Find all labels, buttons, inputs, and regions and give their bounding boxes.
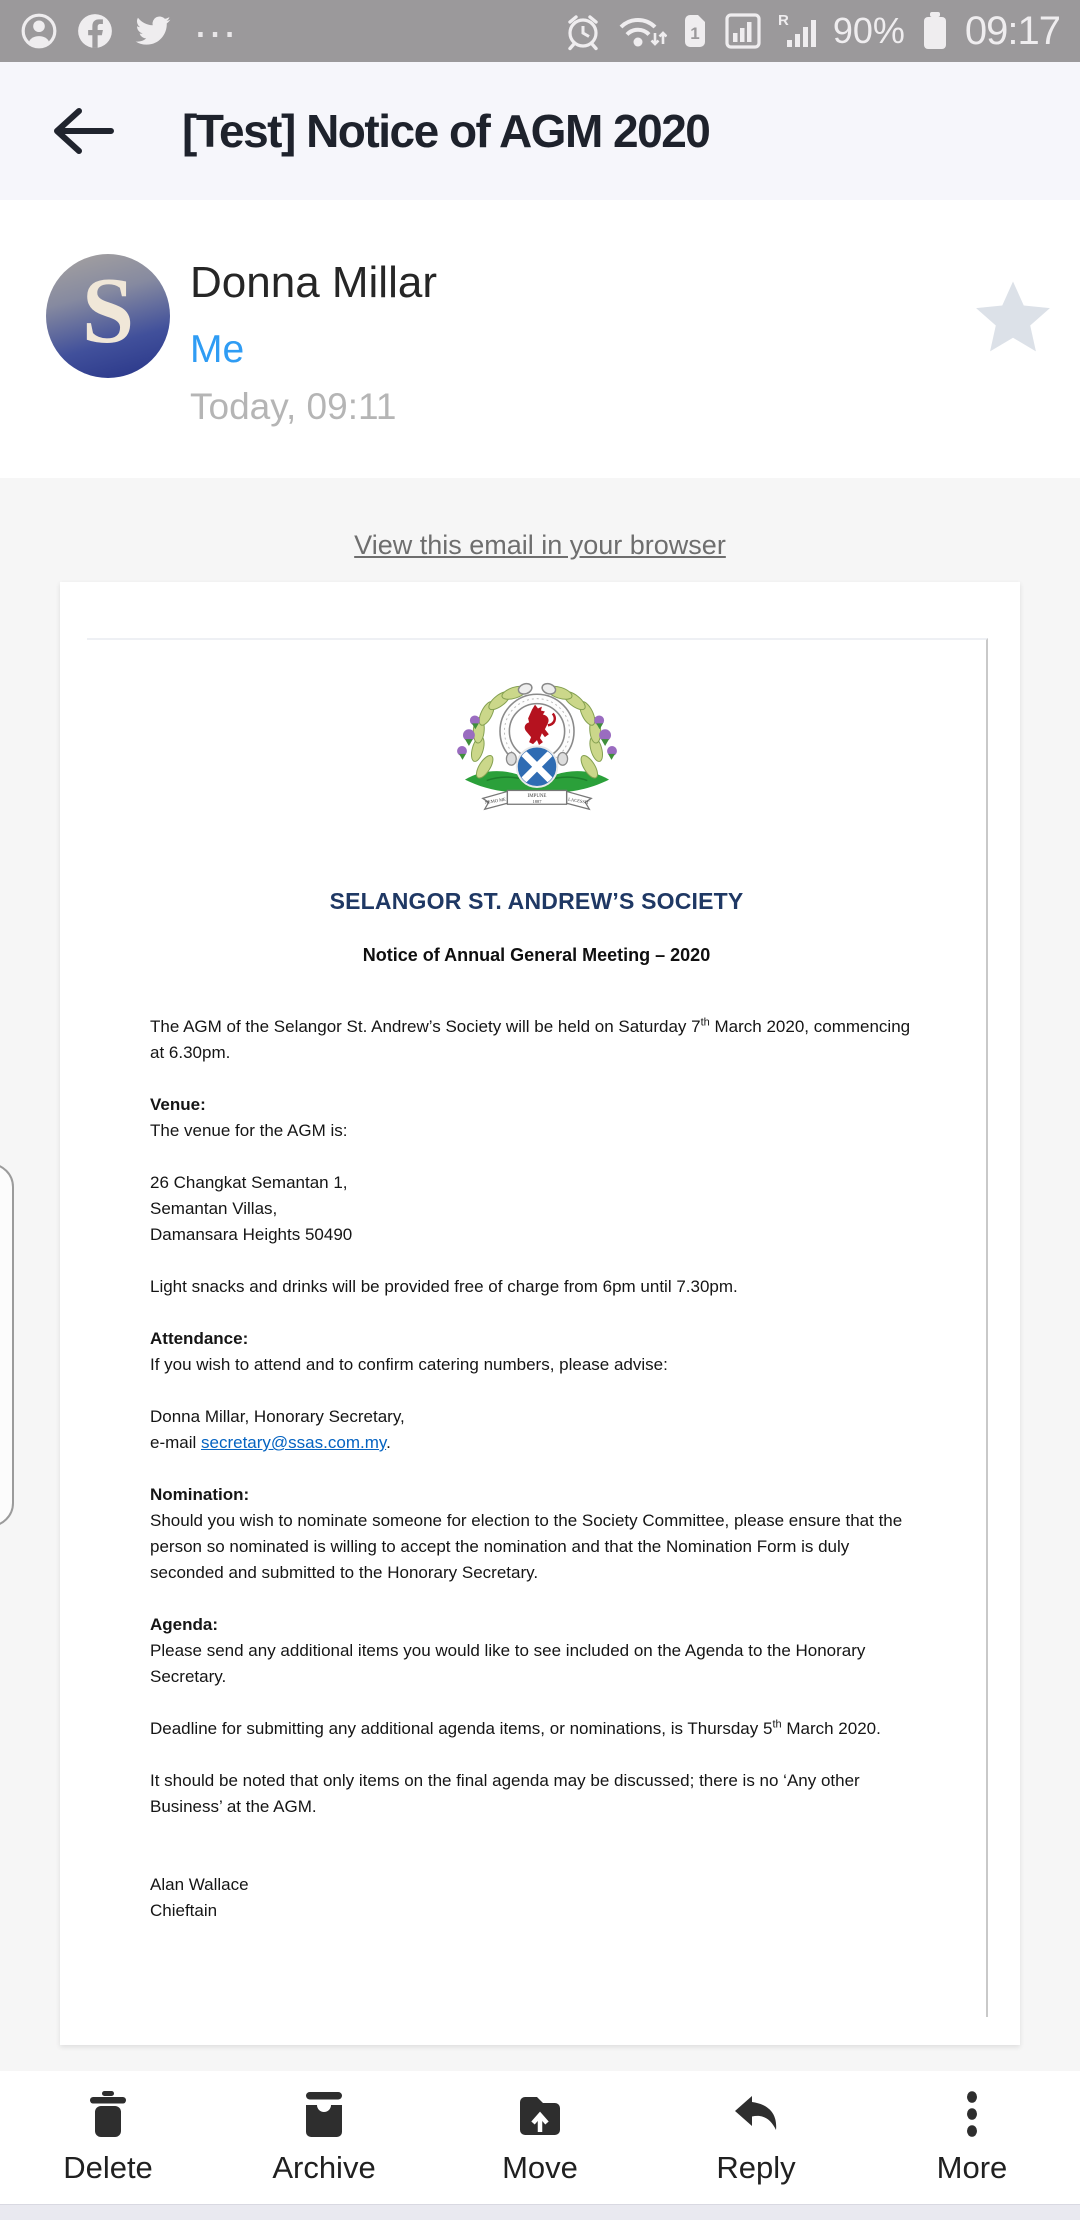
attendance-line: If you wish to attend and to confirm catering numbers, please advise: [150, 1355, 668, 1374]
svg-text:1887: 1887 [531, 798, 542, 804]
back-arrow-icon [49, 105, 117, 157]
view-in-browser-link[interactable]: View this email in your browser [354, 530, 726, 560]
svg-text:R: R [777, 12, 789, 29]
deadline-paragraph: Deadline for submitting any additional agenda items, or nominations, is Thursday 5th March 2020. [150, 1718, 881, 1738]
notice-body [150, 1014, 914, 1924]
venue-line: The venue for the AGM is: [150, 1121, 348, 1140]
attendance-heading: Attendance: [150, 1329, 249, 1348]
sender-block [0, 200, 1080, 478]
address-line-3: Damansara Heights 50490 [150, 1225, 353, 1244]
document-page [87, 638, 988, 2017]
address-line-1: 26 Changkat Semantan 1, [150, 1173, 348, 1192]
email-subject-title: [Test] Notice of AGM 2020 [182, 105, 710, 157]
snacks-paragraph: Light snacks and drinks will be provided free of charge from 6pm until 7.30pm. [150, 1277, 738, 1296]
more-button[interactable] [864, 2071, 1080, 2204]
sender-avatar[interactable] [46, 254, 170, 378]
notification-overflow-icon: … [192, 0, 240, 47]
status-bar-notifications [20, 0, 240, 50]
svg-text:1: 1 [690, 24, 700, 43]
more-label: More [936, 2150, 1008, 2185]
society-crest-image [448, 674, 626, 824]
contact-line-1: Donna Millar, Honorary Secretary, [150, 1407, 405, 1426]
received-timestamp: Today, 09:11 [190, 386, 397, 427]
view-in-browser-row [0, 530, 1080, 561]
email-content-card [60, 582, 1020, 2045]
profile-notification-icon [20, 12, 58, 50]
clock-time: 09:17 [964, 8, 1060, 53]
trash-icon [82, 2089, 134, 2141]
delete-button[interactable] [0, 2071, 216, 2204]
move-label: Move [502, 2150, 578, 2185]
bottom-toolbar [0, 2071, 1080, 2204]
battery-icon [919, 11, 951, 51]
archive-icon [298, 2089, 350, 2141]
app-header [0, 62, 1080, 200]
signature-role: Chieftain [150, 1901, 218, 1920]
svg-text:NEMO ME: NEMO ME [483, 796, 506, 805]
status-bar [0, 0, 1080, 62]
move-folder-icon [514, 2089, 566, 2141]
back-button[interactable] [46, 101, 120, 161]
aob-paragraph: It should be noted that only items on the final agenda may be discussed; there is no ‘Any other Business’ at the AGM. [150, 1771, 860, 1816]
venue-heading: Venue: [150, 1095, 206, 1114]
secretary-email-link[interactable]: secretary@ssas.com.my [201, 1433, 387, 1452]
reply-button[interactable] [648, 2071, 864, 2204]
signature-name: Alan Wallace [150, 1875, 249, 1894]
svg-text:IMPUNE: IMPUNE [527, 793, 546, 799]
reply-label: Reply [716, 2150, 796, 2185]
nomination-paragraph: Should you wish to nominate someone for election to the Society Committee, please ensure that the person so nominated is willing to accept the nomination and that the Nomination Form is duly seconded and submitted to the Honorary Secretary. [150, 1511, 903, 1582]
agenda-heading: Agenda: [150, 1615, 218, 1634]
svg-text:LACESSIT: LACESSIT [567, 796, 589, 805]
navigation-hint-strip [0, 2204, 1080, 2220]
battery-percent: 90% [832, 10, 905, 51]
avatar-letter: S [81, 259, 135, 363]
data-usage-icon [723, 11, 763, 51]
star-button[interactable] [970, 278, 1056, 365]
scrollbar-handle[interactable] [0, 1163, 14, 1527]
signal-icon [777, 11, 819, 51]
nomination-heading: Nomination: [150, 1485, 250, 1504]
wifi-icon [617, 11, 667, 51]
facebook-notification-icon [76, 12, 114, 50]
address-line-2: Semantan Villas, [150, 1199, 278, 1218]
society-title: SELANGOR ST. ANDREW’S SOCIETY [329, 888, 744, 914]
agenda-paragraph: Please send any additional items you would like to see included on the Agenda to the Honorary Secretary. [150, 1641, 866, 1686]
delete-label: Delete [63, 2150, 153, 2185]
recipient-toggle[interactable]: Me [190, 328, 245, 371]
notice-title: Notice of Annual General Meeting – 2020 [362, 945, 711, 965]
status-bar-indicators [563, 9, 1060, 54]
archive-button[interactable] [216, 2071, 432, 2204]
archive-label: Archive [272, 2150, 376, 2185]
twitter-notification-icon [132, 12, 174, 50]
reply-arrow-icon [730, 2089, 782, 2141]
intro-paragraph: The AGM of the Selangor St. Andrew’s Society will be held on Saturday 7th March 2020, commencing at 6.30pm. [150, 1016, 911, 1062]
star-icon [970, 278, 1056, 362]
email-webview [0, 478, 1080, 2071]
alarm-icon [563, 11, 603, 51]
more-dots-icon [946, 2089, 998, 2141]
move-button[interactable] [432, 2071, 648, 2204]
sender-name: Donna Millar [190, 258, 437, 307]
contact-line-2: e-mail secretary@ssas.com.my. [150, 1433, 391, 1452]
sim-card-icon [681, 12, 709, 50]
